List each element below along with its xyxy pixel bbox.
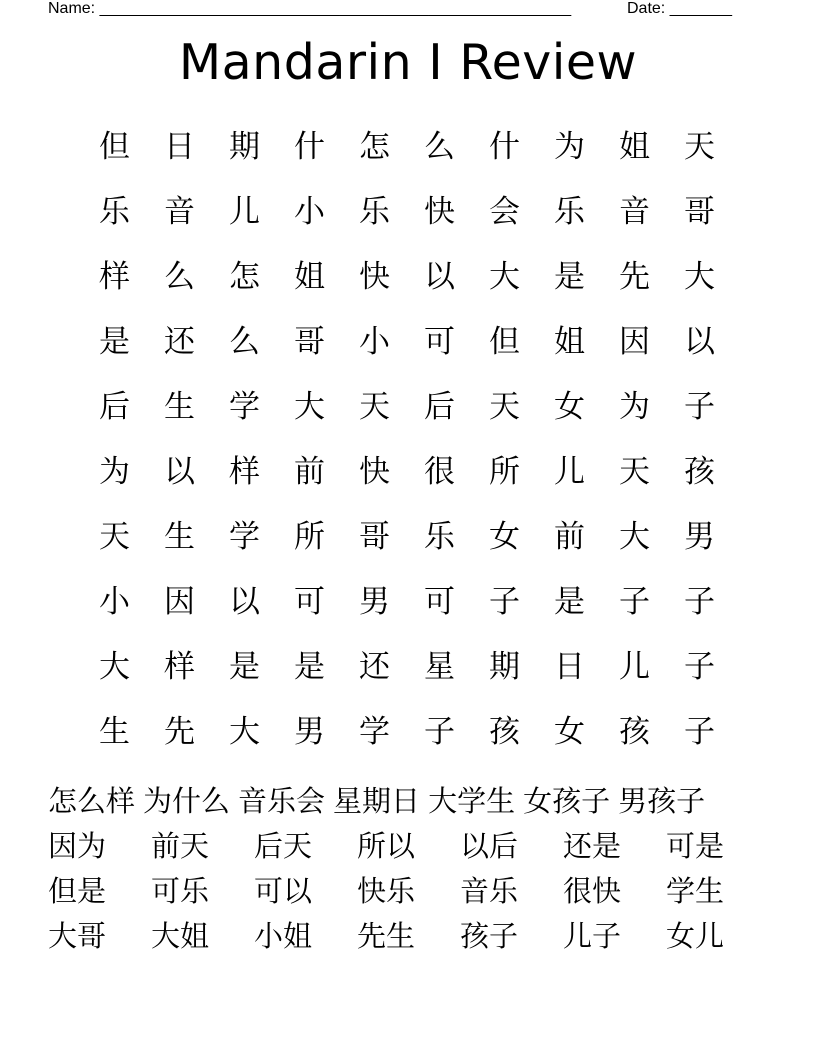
grid-cell: 么 — [229, 324, 260, 360]
grid-cell: 么 — [424, 129, 455, 165]
grid-cell: 生 — [164, 389, 195, 425]
word-bank-item: 可乐 — [151, 874, 210, 908]
grid-cell: 大 — [684, 259, 715, 295]
grid-row — [82, 436, 732, 501]
grid-cell: 子 — [684, 584, 715, 620]
grid-row — [82, 631, 732, 696]
grid-cell: 是 — [554, 584, 585, 620]
grid-cell: 为 — [554, 129, 585, 165]
grid-cell: 子 — [619, 584, 650, 620]
grid-cell: 姐 — [619, 129, 650, 165]
grid-cell: 天 — [359, 389, 390, 425]
grid-cell: 先 — [619, 259, 650, 295]
grid-cell: 以 — [424, 259, 455, 295]
word-bank-item: 为什么 — [143, 783, 231, 818]
grid-cell: 所 — [489, 454, 520, 490]
grid-cell: 小 — [294, 194, 325, 230]
grid-cell: 乐 — [424, 519, 455, 555]
grid-cell: 还 — [359, 649, 390, 685]
grid-row — [82, 176, 732, 241]
grid-cell: 女 — [489, 519, 520, 555]
word-bank-item: 先生 — [357, 919, 416, 953]
grid-cell: 样 — [99, 259, 130, 295]
grid-cell: 期 — [489, 649, 520, 685]
grid-cell: 男 — [294, 714, 325, 750]
word-bank-row — [48, 867, 788, 912]
grid-cell: 星 — [424, 649, 455, 685]
name-line: Name: _____________________________________________________ — [48, 0, 572, 17]
word-bank — [48, 776, 788, 957]
grid-cell: 哥 — [684, 194, 715, 230]
grid-cell: 乐 — [359, 194, 390, 230]
word-bank-item: 可是 — [666, 829, 725, 863]
grid-cell: 姐 — [554, 324, 585, 360]
word-bank-item: 可以 — [254, 874, 313, 908]
word-bank-item: 孩子 — [460, 919, 519, 953]
word-bank-item: 儿子 — [563, 919, 622, 953]
grid-cell: 音 — [619, 194, 650, 230]
word-bank-item: 怎么样 — [48, 783, 136, 818]
grid-cell: 日 — [554, 649, 585, 685]
grid-row — [82, 566, 732, 631]
grid-cell: 天 — [489, 389, 520, 425]
grid-cell: 因 — [164, 584, 195, 620]
grid-cell: 孩 — [619, 714, 650, 750]
grid-cell: 怎 — [359, 129, 390, 165]
grid-cell: 是 — [99, 324, 130, 360]
grid-cell: 以 — [684, 324, 715, 360]
grid-cell: 什 — [294, 129, 325, 165]
word-bank-item: 还是 — [563, 829, 622, 863]
word-bank-row — [48, 912, 788, 957]
grid-cell: 样 — [229, 454, 260, 490]
date-line: Date: _______ — [627, 0, 732, 17]
word-bank-item: 快乐 — [357, 874, 416, 908]
grid-cell: 儿 — [229, 194, 260, 230]
grid-cell: 以 — [229, 584, 260, 620]
grid-row — [82, 501, 732, 566]
grid-cell: 为 — [99, 454, 130, 490]
grid-cell: 儿 — [619, 649, 650, 685]
word-bank-row — [48, 776, 788, 822]
grid-cell: 是 — [294, 649, 325, 685]
grid-cell: 子 — [424, 714, 455, 750]
grid-cell: 大 — [229, 714, 260, 750]
word-bank-item: 女孩子 — [523, 783, 611, 818]
grid-cell: 为 — [619, 389, 650, 425]
grid-cell: 快 — [359, 259, 390, 295]
grid-cell: 是 — [229, 649, 260, 685]
grid-cell: 可 — [294, 584, 325, 620]
word-bank-item: 音乐 — [460, 874, 519, 908]
word-bank-item: 因为 — [48, 829, 107, 863]
grid-cell: 快 — [359, 454, 390, 490]
grid-cell: 儿 — [554, 454, 585, 490]
word-bank-item: 所以 — [357, 829, 416, 863]
word-bank-item: 小姐 — [254, 919, 313, 953]
grid-row — [82, 241, 732, 306]
grid-cell: 子 — [684, 389, 715, 425]
grid-cell: 男 — [684, 519, 715, 555]
grid-cell: 样 — [164, 649, 195, 685]
grid-cell: 快 — [424, 194, 455, 230]
grid-cell: 孩 — [489, 714, 520, 750]
grid-cell: 学 — [359, 714, 390, 750]
grid-cell: 女 — [554, 389, 585, 425]
word-bank-item: 音乐会 — [238, 783, 326, 818]
word-bank-item: 以后 — [460, 829, 519, 863]
grid-cell: 期 — [229, 129, 260, 165]
word-bank-item: 前天 — [151, 829, 210, 863]
word-bank-item: 大哥 — [48, 919, 107, 953]
word-bank-item: 后天 — [254, 829, 313, 863]
grid-cell: 是 — [554, 259, 585, 295]
word-bank-item: 星期日 — [333, 783, 421, 818]
word-bank-item: 女儿 — [666, 919, 725, 953]
grid-cell: 天 — [619, 454, 650, 490]
grid-row — [82, 696, 732, 761]
grid-cell: 大 — [489, 259, 520, 295]
grid-cell: 所 — [294, 519, 325, 555]
grid-cell: 大 — [619, 519, 650, 555]
word-bank-item: 很快 — [563, 874, 622, 908]
grid-cell: 小 — [99, 584, 130, 620]
grid-cell: 子 — [684, 649, 715, 685]
word-bank-item: 男孩子 — [618, 783, 706, 818]
word-bank-item: 大姐 — [151, 919, 210, 953]
grid-cell: 但 — [489, 324, 520, 360]
grid-cell: 还 — [164, 324, 195, 360]
grid-cell: 孩 — [684, 454, 715, 490]
grid-cell: 天 — [684, 129, 715, 165]
grid-cell: 因 — [619, 324, 650, 360]
grid-cell: 天 — [99, 519, 130, 555]
grid-cell: 什 — [489, 129, 520, 165]
grid-cell: 很 — [424, 454, 455, 490]
word-bank-item: 学生 — [666, 874, 725, 908]
grid-cell: 后 — [424, 389, 455, 425]
grid-cell: 男 — [359, 584, 390, 620]
grid-row — [82, 306, 732, 371]
grid-cell: 学 — [229, 519, 260, 555]
grid-cell: 后 — [99, 389, 130, 425]
grid-cell: 小 — [359, 324, 390, 360]
grid-row — [82, 111, 732, 176]
grid-cell: 子 — [684, 714, 715, 750]
grid-cell: 学 — [229, 389, 260, 425]
grid-cell: 生 — [99, 714, 130, 750]
grid-cell: 音 — [164, 194, 195, 230]
grid-cell: 乐 — [99, 194, 130, 230]
grid-cell: 怎 — [229, 259, 260, 295]
grid-cell: 大 — [99, 649, 130, 685]
grid-cell: 可 — [424, 584, 455, 620]
grid-cell: 大 — [294, 389, 325, 425]
grid-cell: 前 — [554, 519, 585, 555]
grid-cell: 会 — [489, 194, 520, 230]
grid-cell: 先 — [164, 714, 195, 750]
grid-cell: 姐 — [294, 259, 325, 295]
grid-cell: 前 — [294, 454, 325, 490]
grid-cell: 哥 — [294, 324, 325, 360]
word-bank-row — [48, 822, 788, 867]
grid-row — [82, 371, 732, 436]
page-title: Mandarin I Review — [178, 34, 638, 91]
grid-cell: 但 — [99, 129, 130, 165]
grid-cell: 日 — [164, 129, 195, 165]
grid-cell: 么 — [164, 259, 195, 295]
word-bank-item: 但是 — [48, 874, 107, 908]
grid-cell: 生 — [164, 519, 195, 555]
grid-cell: 可 — [424, 324, 455, 360]
word-search-grid — [82, 111, 732, 761]
grid-cell: 乐 — [554, 194, 585, 230]
word-bank-item: 大学生 — [428, 783, 516, 818]
grid-cell: 子 — [489, 584, 520, 620]
grid-cell: 以 — [164, 454, 195, 490]
grid-cell: 女 — [554, 714, 585, 750]
grid-cell: 哥 — [359, 519, 390, 555]
